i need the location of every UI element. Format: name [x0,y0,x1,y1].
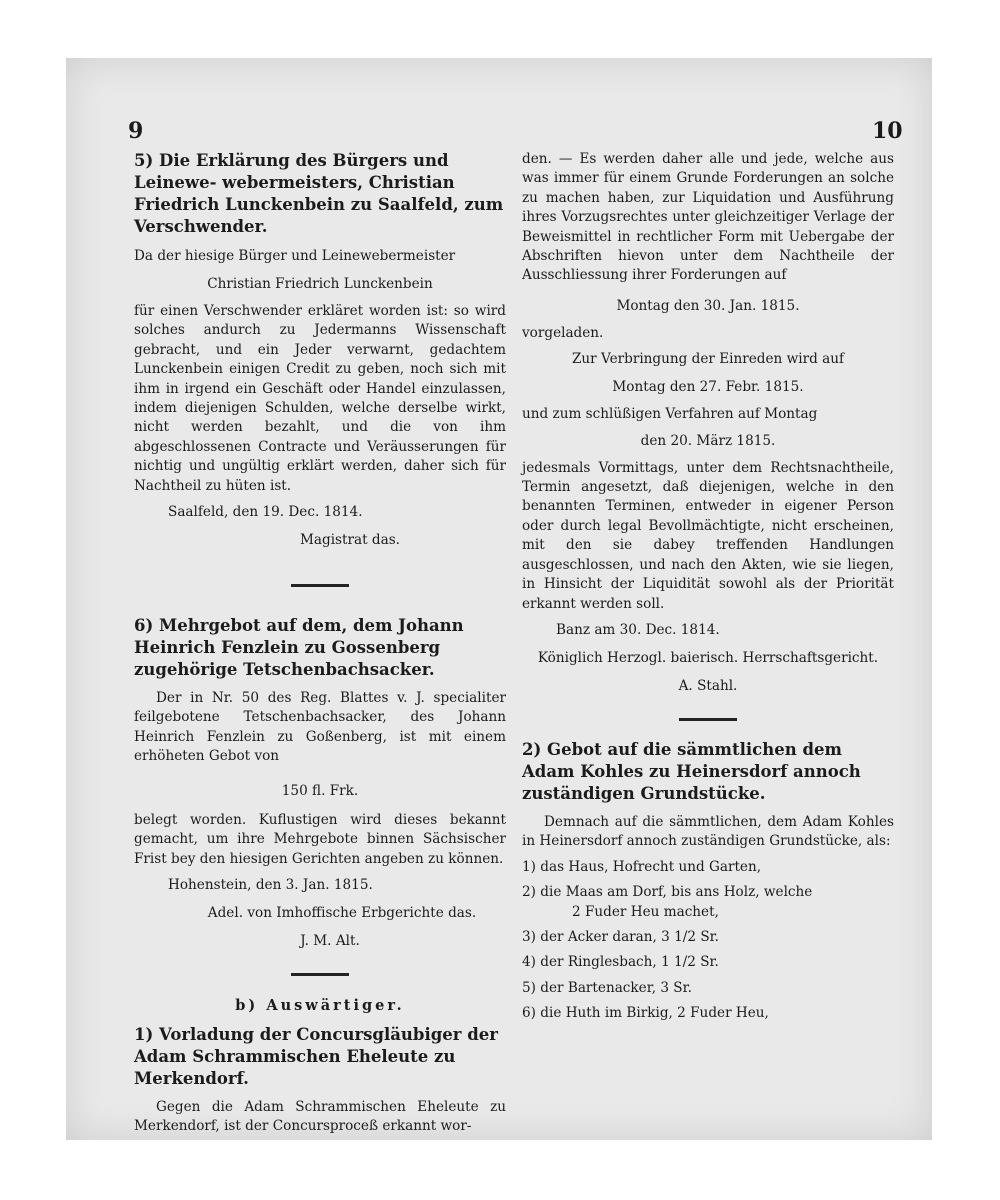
list-item [522,979,894,998]
left-column [134,150,506,1143]
schluss-text: und zum schlüßigen Verfahren auf Montag [522,406,818,423]
einreden-text: Zur Verbringung der Einreden wird auf [571,351,845,368]
continued-body: den. — Es werden daher alle und jede, welche aus was immer für einem Grunde Forderungen an solche zu machen haben, zur Liquidation und Ausführung ihres Vorzugsrechtes unter gleichzeitiger Verlage der Beweismittel in rechtlicher Form mit Uebergabe der Abschriften hievon unter dem Nachtheile der Ausschliessung ihrer Forderungen auf [522,151,894,284]
section-6-signature-1: Adel. von Imhoffische Erbgerichte das. [207,904,477,921]
list-item-text: 5) der Bartenacker, 3 Sr. [522,979,692,996]
date-3: den 20. März 1815. [640,432,776,449]
place-date: Banz am 30. Dec. 1814. [556,621,720,638]
list-item [522,858,894,877]
section-5-body: für einen Verschwender erkläret worden ist: so wird solches andurch zu Jedermanns Wissenschaft gebracht, und ein Jeder verwarnt, gedachtem Lunckenbein einigen Credit zu geben, noch sich mit ihm in irgend ein Geschäft oder Handel einzulassen, indem diejenigen Schulden, welche derselbe wirkt, nicht werden bezahlt, und die von ihm abgeschlossenen Contracte und Veräusserungen für nichtig und ungültig erklärt werden, daher sich für Nachtheil zu hüten ist. [134,303,506,494]
section-6-body-1: Der in Nr. 50 des Reg. Blattes v. J. specialiter feilgebotene Tetschenbachsacker, des Johann Heinrich Fenzlein zu Goßenberg, ist mit einem erhöheten Gebot von [134,690,506,765]
section-6-heading: 6) Mehrgebot auf dem, dem Johann Heinrich Fenzlein zu Gossenberg zugehörige Tetschenbachsacker. [134,616,464,680]
section-5-place-date: Saalfeld, den 19. Dec. 1814. [168,504,363,521]
date-1: Montag den 30. Jan. 1815. [616,297,800,314]
section-6-body-2: belegt worden. Kuflustigen wird dieses bekannt gemacht, um ihre Mehrgebote binnen Sächsischer Frist bey den hiesigen Gerichten angeben zu können. [134,811,506,867]
section-divider [291,584,349,587]
section-5-signature: Magistrat das. [299,532,400,549]
section-2-intro: Demnach auf die sämmtlichen, dem Adam Kohles in Heinersdorf annoch zuständigen Grundstücke, als: [522,813,894,850]
page-number-right: 10 [872,118,903,144]
section-1-body: Gegen die Adam Schrammischen Eheleute zu Merkendorf, ist der Concursproceß erkannt wor- [134,1098,506,1135]
section-2-heading: 2) Gebot auf die sämmtlichen dem Adam Kohles zu Heinersdorf annoch zuständigen Grundstücke. [522,739,861,803]
list-item-text: 3) der Acker daran, 3 1/2 Sr. [522,928,719,945]
section-divider [679,718,737,721]
section-6-place-date: Hohenstein, den 3. Jan. 1815. [168,876,373,893]
subsection-b-heading: b) Auswärtiger. [235,996,405,1014]
list-item-text: 1) das Haus, Hofrecht und Garten, [522,858,762,875]
section-divider [291,973,349,976]
section-6-amount: 150 fl. Frk. [281,782,359,799]
section-5-heading: 5) Die Erklärung des Bürgers und Leinewe- webermeisters, Christian Friedrich Lunckenbein zu Saalfeld, zum Verschwender. [134,151,504,236]
list-item-text: 6) die Huth im Birkig, 2 Fuder Heu, [522,1005,769,1022]
list-item-text: 4) der Ringlesbach, 1 1/2 Sr. [522,954,719,971]
section-5-intro: Da der hiesige Bürger und Leinewebermeister [134,248,456,264]
list-item-continuation: 2 Fuder Heu machet, [572,903,719,920]
body-2: jedesmals Vormittags, unter dem Rechtsnachtheile, Termin angesetzt, daß diejenigen, welche in den benannten Terminen, entweder in eigener Person oder durch legal Bevollmächtigte, nicht erscheinen, mit den sie dabey treffenden Handlungen ausgeschlossen, und nach den Akten, wie sie liegen, in Hinsicht der Liquidität sowohl als der Priorität erkannt werden soll. [522,459,894,612]
list-item [522,883,894,922]
right-column [522,150,894,1030]
court-name: Königlich Herzogl. baierisch. Herrschaftsgericht. [537,649,879,666]
list-item-text: 2) die Maas am Dorf, bis ans Holz, welche [522,884,813,901]
list-item [522,1004,894,1023]
court-signature: A. Stahl. [678,677,738,694]
section-5-name: Christian Friedrich Lunckenbein [207,276,433,292]
list-item [522,928,894,947]
date-2: Montag den 27. Febr. 1815. [612,379,804,396]
section-1-heading: 1) Vorladung der Concursgläubiger der Adam Schrammischen Eheleute zu Merkendorf. [134,1024,498,1088]
section-6-signature-2: J. M. Alt. [300,932,360,949]
vorgeladen-text: vorgeladen. [522,324,604,341]
page-number-left: 9 [128,118,144,144]
list-item [522,953,894,972]
property-list [522,858,894,1024]
